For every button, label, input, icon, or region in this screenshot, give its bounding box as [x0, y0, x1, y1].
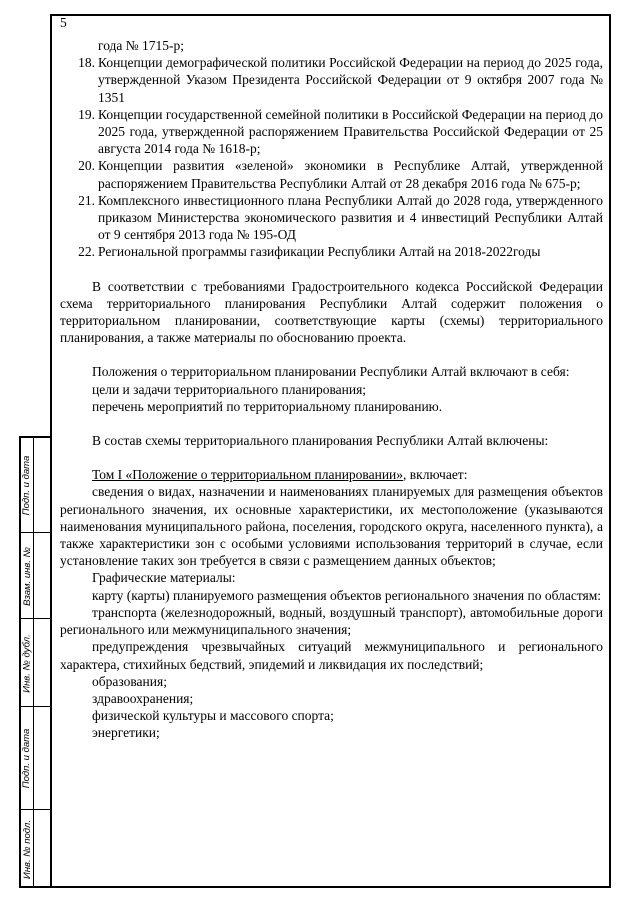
list-item — [60, 157, 603, 191]
maps-item-transport: транспорта (железнодорожный, водный, воздушный транспорт), автомобильные дороги регионального или межмуниципального значения; — [60, 604, 603, 638]
paragraph-provisions: Положения о территориальном планировании Республики Алтай включают в себя: — [92, 364, 570, 380]
stamp-label: Подп. и дата — [21, 455, 33, 516]
numbered-list — [60, 54, 603, 260]
volume-description: сведения о видах, назначении и наименованиях планируемых для размещения объектов регионального значения, их основные характеристики, их местоположение (указываются наименования муниципального района, поселения, городского округа, населенного пункта), а также характеристики зон с особыми условиями использования территорий в случае, если установление таких зон требуется в связи с размещением данных объектов; — [60, 484, 603, 569]
stamp-cell — [21, 707, 50, 810]
item-number: 20. — [78, 158, 95, 174]
provisions-item: перечень мероприятий по территориальному планированию. — [92, 398, 443, 414]
item-number: 22. — [78, 244, 95, 260]
stamp-cell — [21, 810, 50, 888]
maps-item: образования; — [92, 673, 167, 689]
stamp-label: Подп. и дата — [21, 728, 33, 789]
graphic-heading: Графические материалы: — [92, 570, 236, 586]
volume-suffix: , включает: — [403, 467, 468, 483]
item-number: 21. — [78, 192, 95, 208]
item-number: 19. — [78, 106, 95, 122]
maps-item-emergency: предупреждения чрезвычайных ситуаций межмуниципального и регионального характера, стихийных бедствий, эпидемий и ликвидация их последствий; — [60, 639, 603, 672]
side-stamp — [19, 436, 50, 888]
item-text: Концепции государственной семейной политики в Российской Федерации на период до 2025 года, утвержденной распоряжением Правительства Российской Федерации от 25 августа 2014 года № 1618-р; — [98, 106, 603, 157]
maps-item: энергетики; — [92, 725, 160, 741]
volume-heading — [60, 466, 603, 483]
item-text: Комплексного инвестиционного плана Республики Алтай до 2028 года, утвержденного приказом Министерства экономического развития и 4 инвестиций Республики Алтай от 9 сентября 2013 года № 195-ОД — [98, 192, 603, 243]
item-text: Региональной программы газификации Республики Алтай на 2018-2022годы — [98, 244, 541, 260]
list-item — [60, 106, 603, 158]
stamp-cell — [21, 438, 50, 533]
paragraph-contents: В состав схемы территориального планирования Республики Алтай включены: — [92, 433, 549, 449]
stamp-label: Взам. инв. № — [21, 546, 33, 606]
maps-intro: карту (карты) планируемого размещения объектов регионального значения по областям: — [92, 587, 602, 603]
provisions-item: цели и задачи территориального планирования; — [92, 381, 367, 397]
volume-title: Том I «Положение о территориальном планировании» — [92, 467, 404, 483]
stamp-cell — [21, 619, 50, 707]
stamp-label: Инв. № дубл. — [21, 633, 33, 693]
page-number: 5 — [60, 15, 67, 30]
item-number: 18. — [78, 55, 95, 71]
list-item — [60, 192, 603, 244]
maps-item: физической культуры и массового спорта; — [92, 708, 334, 724]
maps-item: здравоохранения; — [92, 690, 194, 706]
item-text: Концепции демографической политики Российской Федерации на период до 2025 года, утвержденной Указом Президента Российской Федерации от 9 октября 2007 года № 1351 — [98, 55, 603, 105]
paragraph-composition: В соответствии с требованиями Градостроительного кодекса Российской Федерации схема территориального планирования Республики Алтай содержит положения о территориальном планировании, соответствующие карты (схемы) территориального планирования, а также материалы по обоснованию проекта. — [60, 278, 603, 346]
stamp-label: Инв. № подл. — [21, 819, 33, 879]
list-item — [60, 243, 603, 260]
lead-continuation: года № 1715-р; — [98, 38, 185, 53]
stamp-cell — [21, 533, 50, 619]
list-item — [60, 54, 603, 106]
item-text: Концепции развития «зеленой» экономики в Республике Алтай, утвержденной распоряжением Правительства Республики Алтай от 28 декабря 2016 года № 675-р; — [98, 158, 603, 191]
document-body — [60, 37, 603, 742]
